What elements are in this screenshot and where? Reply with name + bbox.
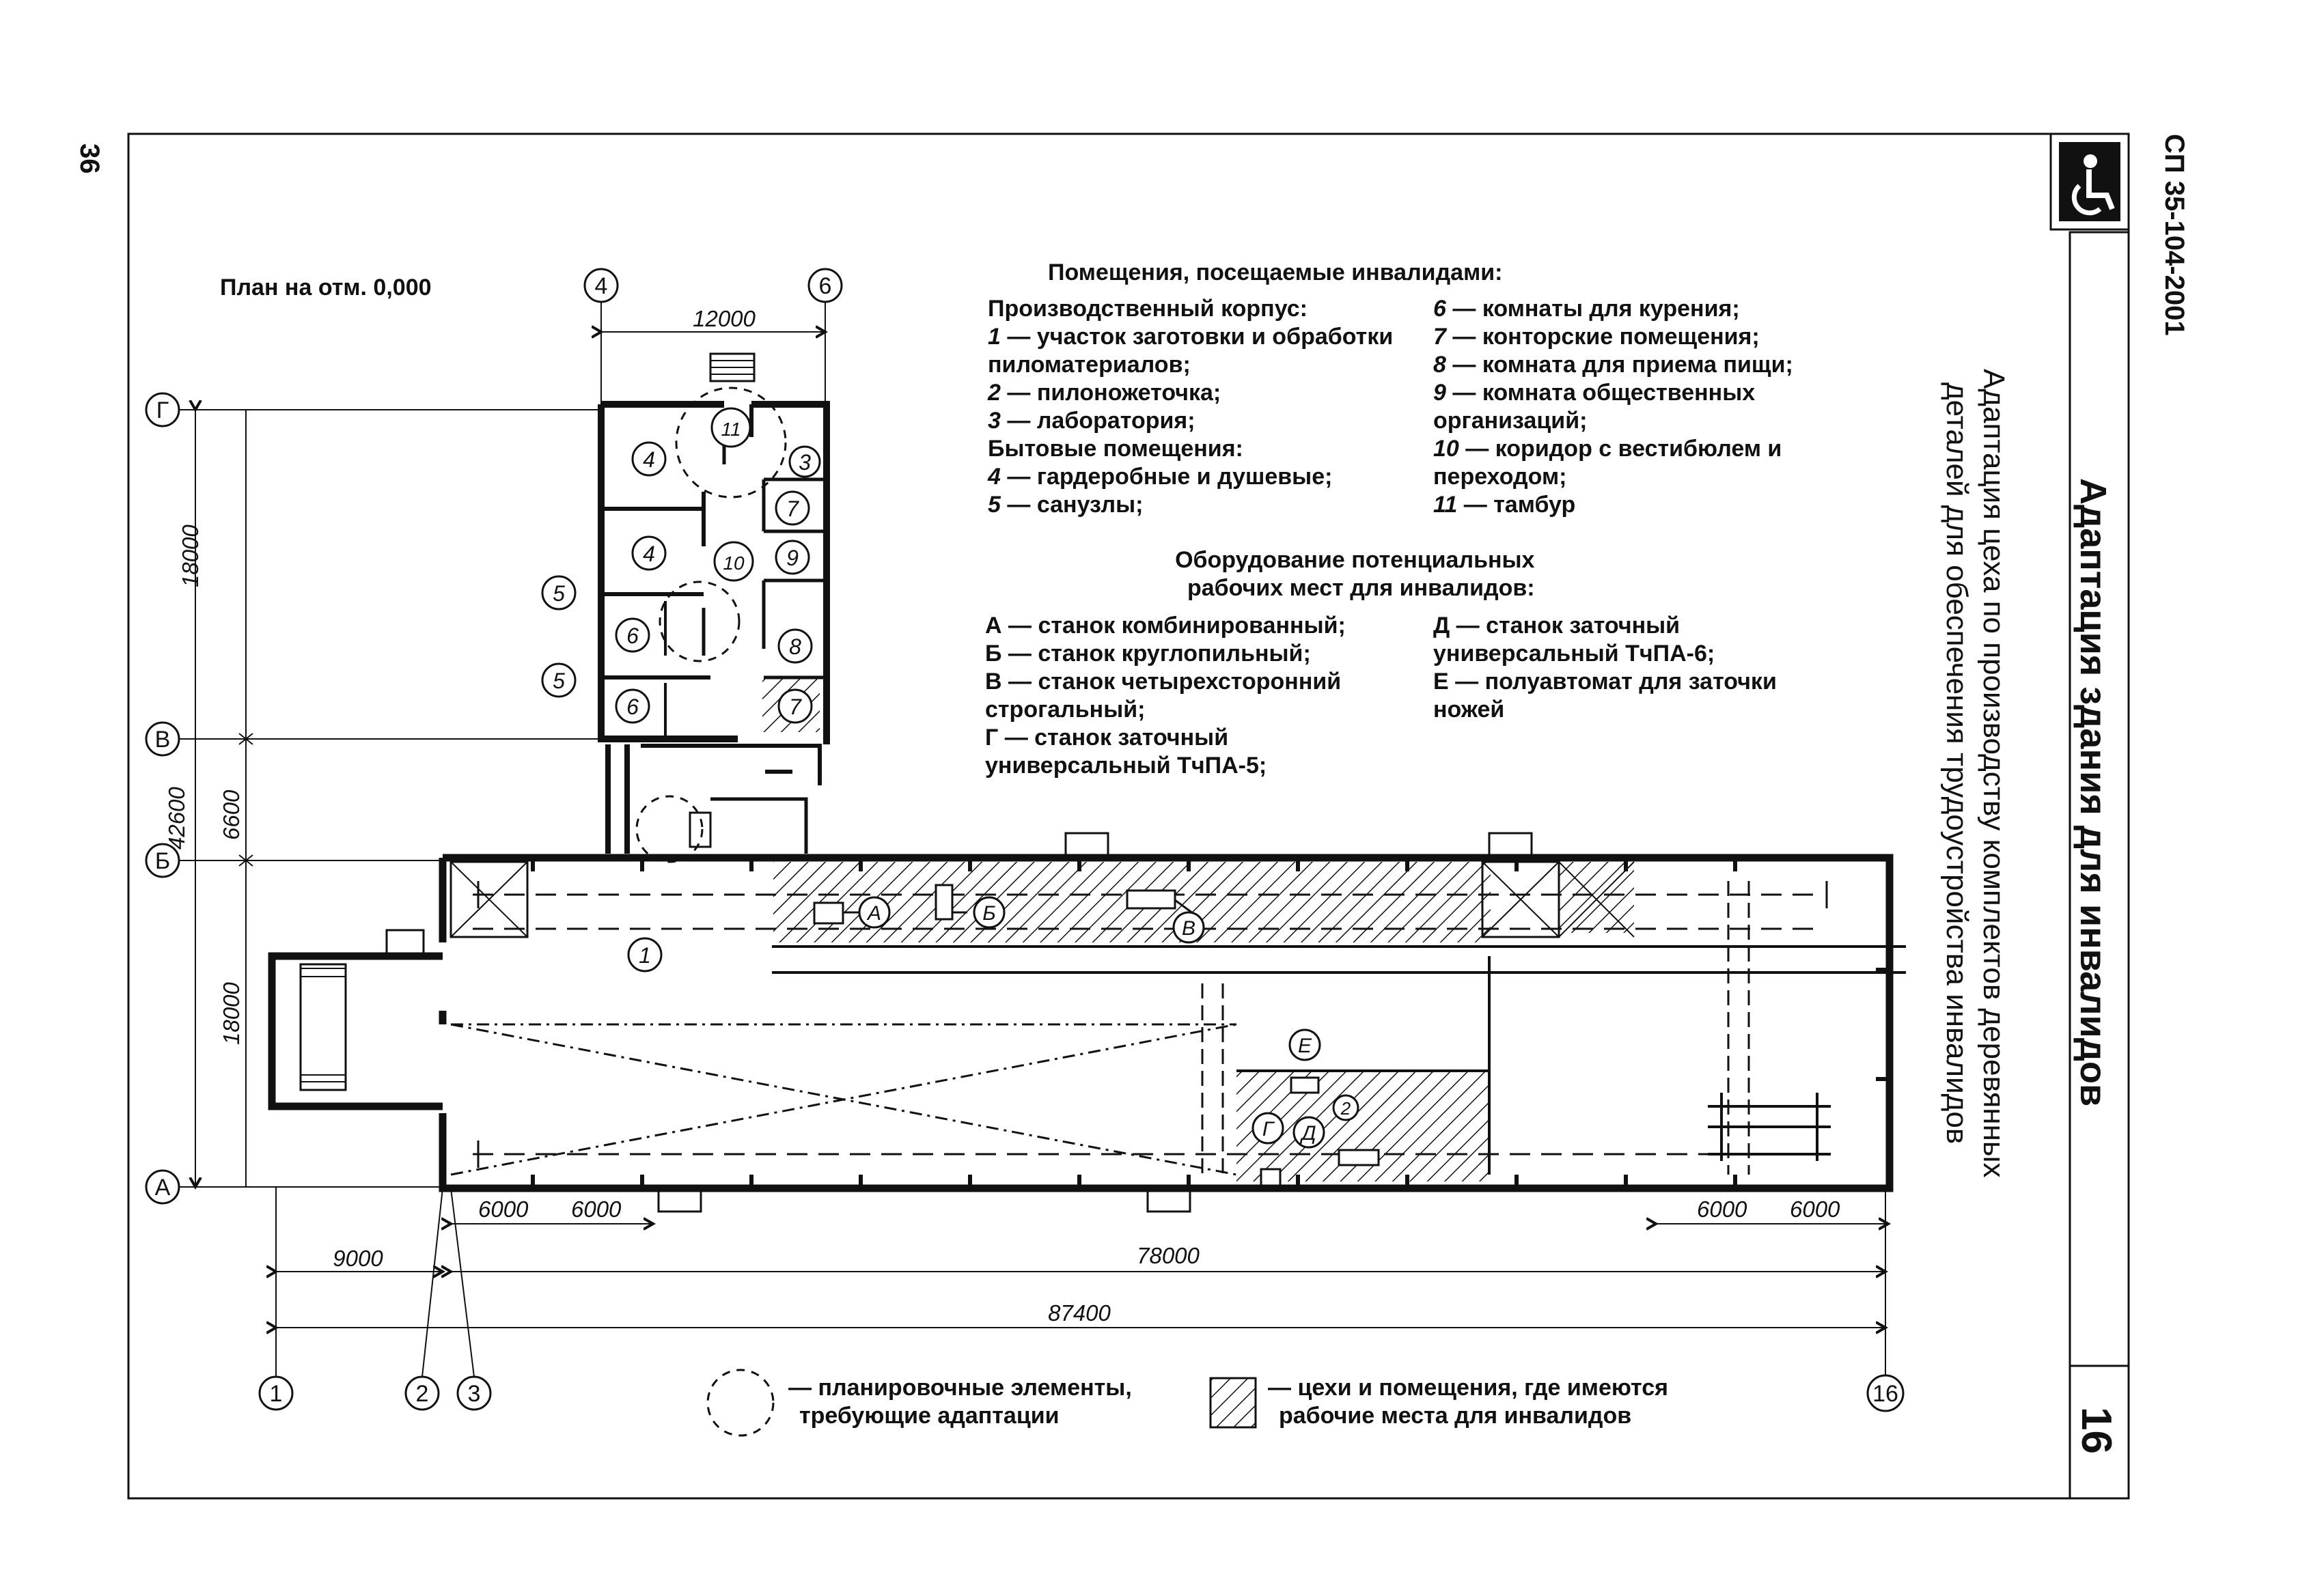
- sheet-number: 16: [2073, 1407, 2120, 1454]
- equipment-heading-line1: Оборудование потенциальных: [1175, 547, 1535, 573]
- svg-text:4: 4: [594, 273, 608, 299]
- room-7a-label: [776, 492, 809, 524]
- equipment-legend-right-line: универсальный ТчПА-6;: [1433, 641, 1715, 667]
- equipment-V-label: [1174, 912, 1204, 942]
- rooms-legend-right-line: [1433, 491, 1793, 519]
- axis-G-marker: [146, 393, 179, 426]
- room-7b-label: [779, 690, 812, 723]
- dim-6000-d: 6000: [1790, 1196, 1840, 1222]
- dim-6000-c: 6000: [1697, 1196, 1747, 1222]
- rooms-legend-right: [1433, 295, 1793, 519]
- svg-text:6: 6: [818, 273, 832, 299]
- dim-6000-a: 6000: [478, 1196, 529, 1222]
- equipment-D-label: [1294, 1117, 1324, 1147]
- sheet-subtitle-line1: Адаптация цеха по производству комплектов деревянных: [1977, 369, 2010, 1178]
- equipment-A-label: [859, 897, 889, 927]
- axis-1-marker: [260, 1377, 292, 1410]
- room-4a-label: [633, 443, 665, 475]
- rooms-legend-right-line: [1433, 435, 1793, 463]
- svg-text:5: 5: [553, 581, 565, 606]
- room-5a-label: [542, 576, 575, 609]
- rooms-legend-text: — конторские помещения;: [1445, 324, 1760, 350]
- title-block: [1940, 134, 2189, 1498]
- dim-6600: 6600: [219, 789, 244, 840]
- rooms-legend-text: переходом;: [1433, 464, 1567, 490]
- room-8-label: [779, 630, 812, 662]
- room-6a-label: [616, 619, 649, 652]
- rooms-legend-number: 2: [988, 380, 1001, 406]
- rooms-legend-text: организаций;: [1433, 408, 1588, 434]
- axis-3-marker: [458, 1377, 490, 1410]
- rooms-legend-text: — тамбур: [1457, 492, 1576, 518]
- document-code: СП 35-104-2001: [2159, 134, 2189, 336]
- legend-hatch-swatch-icon: [1211, 1378, 1256, 1427]
- svg-text:3: 3: [467, 1381, 481, 1407]
- svg-text:11: 11: [721, 419, 741, 440]
- equipment-legend-right-line: ножей: [1433, 697, 1505, 723]
- sheet-title: Адаптация здания для инвалидов: [2073, 478, 2114, 1107]
- equipment-legend-left-line: В — станок четырехсторонний: [985, 669, 1342, 695]
- equipment-legend-right-line: Д — станок заточный: [1433, 613, 1680, 639]
- dim-42600: 42600: [164, 787, 189, 850]
- rooms-legend-text: Производственный корпус:: [988, 296, 1308, 322]
- svg-text:4: 4: [643, 542, 655, 566]
- accessibility-logo-icon: [2059, 142, 2120, 221]
- svg-text:1: 1: [639, 943, 651, 968]
- svg-text:Д: Д: [1301, 1122, 1316, 1145]
- svg-text:В: В: [1181, 917, 1196, 940]
- svg-text:6: 6: [626, 695, 639, 719]
- dim-18000-lower: 18000: [219, 982, 244, 1045]
- rooms-legend-text: пиломатериалов;: [988, 352, 1191, 378]
- room-4b-label: [633, 537, 665, 570]
- rooms-legend-text: — комната общественных: [1445, 380, 1756, 406]
- equipment-legend-left-line: А — станок комбинированный;: [985, 613, 1346, 639]
- svg-text:Г: Г: [156, 397, 169, 423]
- rooms-legend-text: — комнаты для курения;: [1445, 296, 1740, 322]
- rooms-legend-right-line: [1433, 407, 1793, 435]
- rooms-legend-left-line: [988, 463, 1393, 491]
- equipment-legend-right-line: Е — полуавтомат для заточки: [1433, 669, 1777, 695]
- axis-V-marker: [146, 723, 179, 755]
- dim-12000: 12000: [693, 306, 756, 331]
- dim-9000: 9000: [333, 1246, 383, 1271]
- axis-4-marker: [585, 269, 618, 302]
- legend-hatch-text: [1268, 1374, 1668, 1430]
- svg-text:2: 2: [1340, 1098, 1351, 1119]
- rooms-legend-number: 8: [1433, 352, 1446, 378]
- legend-dashed-circle-icon: [708, 1370, 773, 1436]
- rooms-legend-number: 3: [988, 408, 1001, 434]
- rooms-legend-text: — санузлы;: [1000, 492, 1144, 518]
- svg-text:Е: Е: [1297, 1035, 1312, 1057]
- rooms-legend-text: — коридор с вестибюлем и: [1458, 436, 1782, 462]
- axis-16-marker: [1868, 1375, 1903, 1411]
- svg-text:16: 16: [1872, 1381, 1898, 1407]
- sheet-subtitle-line2: деталей для обеспечения трудоустройства инвалидов: [1940, 382, 1974, 1145]
- equipment-legend-heading: [1175, 546, 1535, 602]
- svg-text:В: В: [154, 727, 171, 753]
- room-1-label: [628, 938, 661, 971]
- svg-text:5: 5: [553, 669, 565, 693]
- svg-text:6: 6: [626, 624, 639, 648]
- room-9-label: [776, 541, 809, 574]
- equipment-E-label: [1290, 1030, 1320, 1060]
- rooms-legend-left-line: [988, 491, 1393, 519]
- room-2-label: [1333, 1095, 1358, 1120]
- rooms-legend-left-line: [988, 407, 1393, 435]
- rooms-legend-right-line: [1433, 379, 1793, 407]
- rooms-legend-left-line: [988, 323, 1393, 351]
- rooms-legend-left-line: [988, 435, 1393, 463]
- svg-text:1: 1: [269, 1381, 283, 1407]
- dim-6000-b: 6000: [571, 1196, 622, 1222]
- svg-text:3: 3: [799, 450, 811, 475]
- svg-text:7: 7: [789, 695, 801, 719]
- equipment-heading-line2: рабочих мест для инвалидов:: [1187, 575, 1535, 601]
- room-6b-label: [616, 690, 649, 723]
- svg-text:Б: Б: [982, 902, 996, 925]
- legend-circle-text: [788, 1374, 1132, 1430]
- rooms-legend-right-line: [1433, 323, 1793, 351]
- room-11-label: [712, 408, 750, 447]
- dim-78000: 78000: [1137, 1243, 1200, 1268]
- equipment-legend-left-line: универсальный ТчПА-5;: [985, 753, 1267, 779]
- svg-text:4: 4: [643, 447, 655, 472]
- rooms-legend-number: 9: [1433, 380, 1446, 406]
- svg-text:10: 10: [723, 552, 745, 574]
- rooms-legend-heading: Помещения, посещаемые инвалидами:: [1048, 260, 1503, 285]
- rooms-legend-number: 4: [988, 464, 1001, 490]
- axis-A-marker: [146, 1171, 179, 1203]
- equipment-legend-right: [1433, 612, 1777, 724]
- svg-text:8: 8: [789, 634, 801, 659]
- svg-text:Г: Г: [1262, 1118, 1274, 1140]
- rooms-legend-right-line: [1433, 295, 1793, 323]
- axis-2-marker: [406, 1377, 439, 1410]
- rooms-legend-left-line: [988, 295, 1393, 323]
- svg-text:9: 9: [786, 546, 799, 570]
- equipment-G-label: [1253, 1113, 1283, 1143]
- legend-circle-line1: — планировочные элементы,: [788, 1375, 1132, 1401]
- rooms-legend-right-line: [1433, 351, 1793, 379]
- plan-title: План на отм. 0,000: [220, 275, 432, 300]
- legend-hatch-line1: — цехи и помещения, где имеются: [1268, 1375, 1669, 1401]
- room-3-label: [790, 447, 820, 477]
- dim-87400: 87400: [1048, 1300, 1111, 1326]
- rooms-legend-number: 10: [1433, 436, 1459, 462]
- rooms-legend-left: [988, 295, 1393, 519]
- equipment-legend-left: [985, 612, 1346, 780]
- rooms-legend-text: Бытовые помещения:: [988, 436, 1243, 462]
- axis-6-marker: [809, 269, 842, 302]
- rooms-legend-left-line: [988, 351, 1393, 379]
- equipment-legend-left-line: Г — станок заточный: [985, 725, 1229, 751]
- svg-text:А: А: [867, 902, 882, 925]
- rooms-legend-text: — гардеробные и душевые;: [1000, 464, 1333, 490]
- legend-circle-line2: требующие адаптации: [799, 1403, 1060, 1429]
- svg-text:А: А: [154, 1175, 171, 1201]
- rooms-legend-right-line: [1433, 463, 1793, 491]
- equipment-legend-left-line: Б — станок круглопильный;: [985, 641, 1311, 667]
- rooms-legend-text: — комната для приема пищи;: [1445, 352, 1793, 378]
- rooms-legend-number: 6: [1433, 296, 1446, 322]
- dim-18000-upper: 18000: [178, 524, 203, 587]
- svg-text:2: 2: [415, 1381, 429, 1407]
- room-10-label: [715, 542, 753, 580]
- rooms-legend-number: 1: [988, 324, 1001, 350]
- rooms-legend-number: 11: [1433, 492, 1458, 518]
- svg-text:Б: Б: [154, 848, 171, 874]
- room-5b-label: [542, 664, 575, 697]
- page-number: 36: [74, 143, 105, 174]
- equipment-B-label: [974, 897, 1004, 927]
- rooms-legend-left-line: [988, 379, 1393, 407]
- rooms-legend-text: — лаборатория;: [1000, 408, 1195, 434]
- rooms-legend-number: 5: [988, 492, 1001, 518]
- rooms-legend-text: — пилоножеточка;: [1000, 380, 1221, 406]
- svg-text:7: 7: [786, 496, 799, 521]
- legend-hatch-line2: рабочие места для инвалидов: [1279, 1403, 1632, 1429]
- rooms-legend-text: — участок заготовки и обработки: [1000, 324, 1394, 350]
- rooms-legend-number: 7: [1433, 324, 1446, 350]
- equipment-legend-left-line: строгальный;: [985, 697, 1146, 723]
